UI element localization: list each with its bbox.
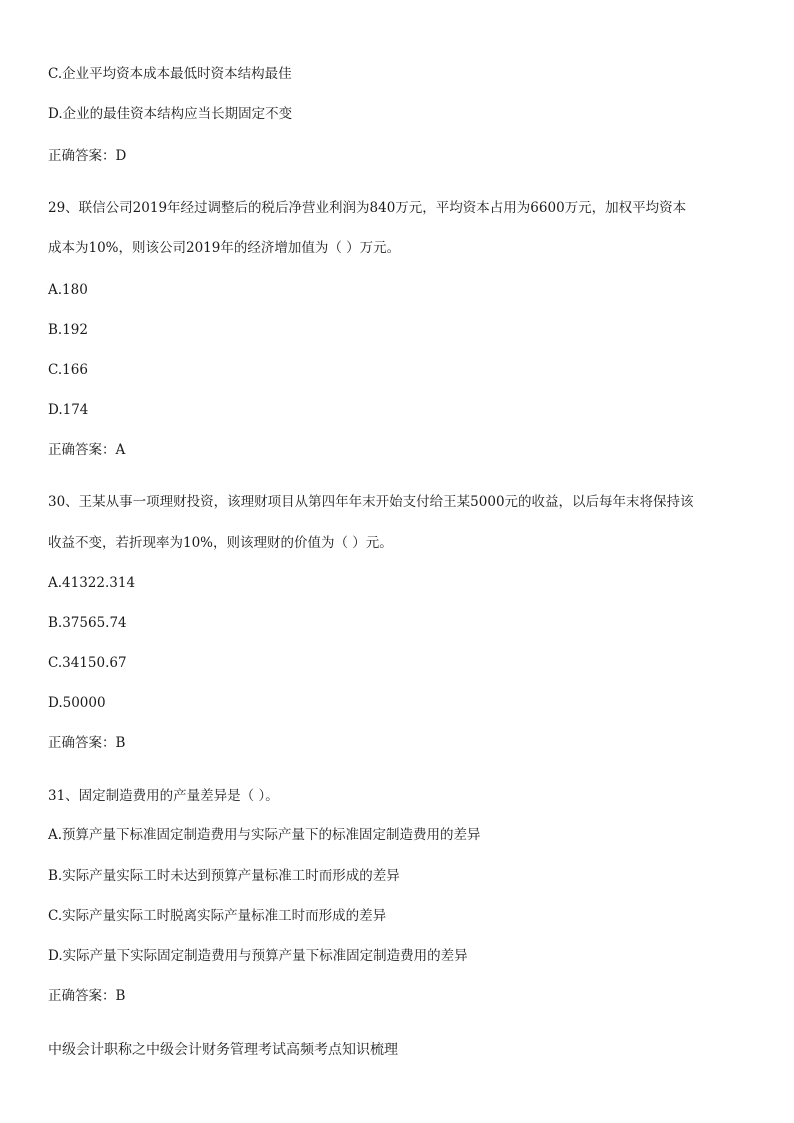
option-d: D.50000	[48, 695, 106, 711]
question-29-stem-cont: 成本为10%，则该公司2019年的经济增加值为（ ）万元。	[48, 240, 401, 256]
option-a: A.180	[48, 282, 88, 298]
option-c: C.企业平均资本成本最低时资本结构最佳	[48, 66, 292, 82]
option-b: B.37565.74	[48, 615, 127, 631]
answer-line: 正确答案：D	[48, 148, 127, 164]
page-footer: 中级会计职称之中级会计财务管理考试高频考点知识梳理	[48, 1042, 398, 1058]
option-d: D.企业的最佳资本结构应当长期固定不变	[48, 106, 293, 122]
option-d: D.实际产量下实际固定制造费用与预算产量下标准固定制造费用的差异	[48, 948, 468, 964]
answer-line: 正确答案：B	[48, 988, 126, 1004]
option-b: B.192	[48, 322, 88, 338]
answer-line: 正确答案：A	[48, 442, 126, 458]
option-c: C.34150.67	[48, 655, 127, 671]
option-b: B.实际产量实际工时未达到预算产量标准工时而形成的差异	[48, 868, 400, 884]
answer-line: 正确答案：B	[48, 735, 126, 751]
question-30-stem-cont: 收益不变，若折现率为10%，则该理财的价值为（ ）元。	[48, 535, 393, 551]
option-d: D.174	[48, 402, 89, 418]
option-a: A.预算产量下标准固定制造费用与实际产量下的标准固定制造费用的差异	[48, 827, 481, 843]
option-c: C.实际产量实际工时脱离实际产量标准工时而形成的差异	[48, 908, 387, 924]
question-30-stem: 30、王某从事一项理财投资，该理财项目从第四年年末开始支付给王某5000元的收益，以后每年末将保持该	[48, 494, 694, 510]
option-c: C.166	[48, 362, 88, 378]
question-31-stem: 31、固定制造费用的产量差异是（ ）。	[48, 788, 279, 804]
question-29-stem: 29、联信公司2019年经过调整后的税后净营业利润为840万元，平均资本占用为6600万元，加权平均资本	[48, 200, 687, 216]
option-a: A.41322.314	[48, 575, 136, 591]
